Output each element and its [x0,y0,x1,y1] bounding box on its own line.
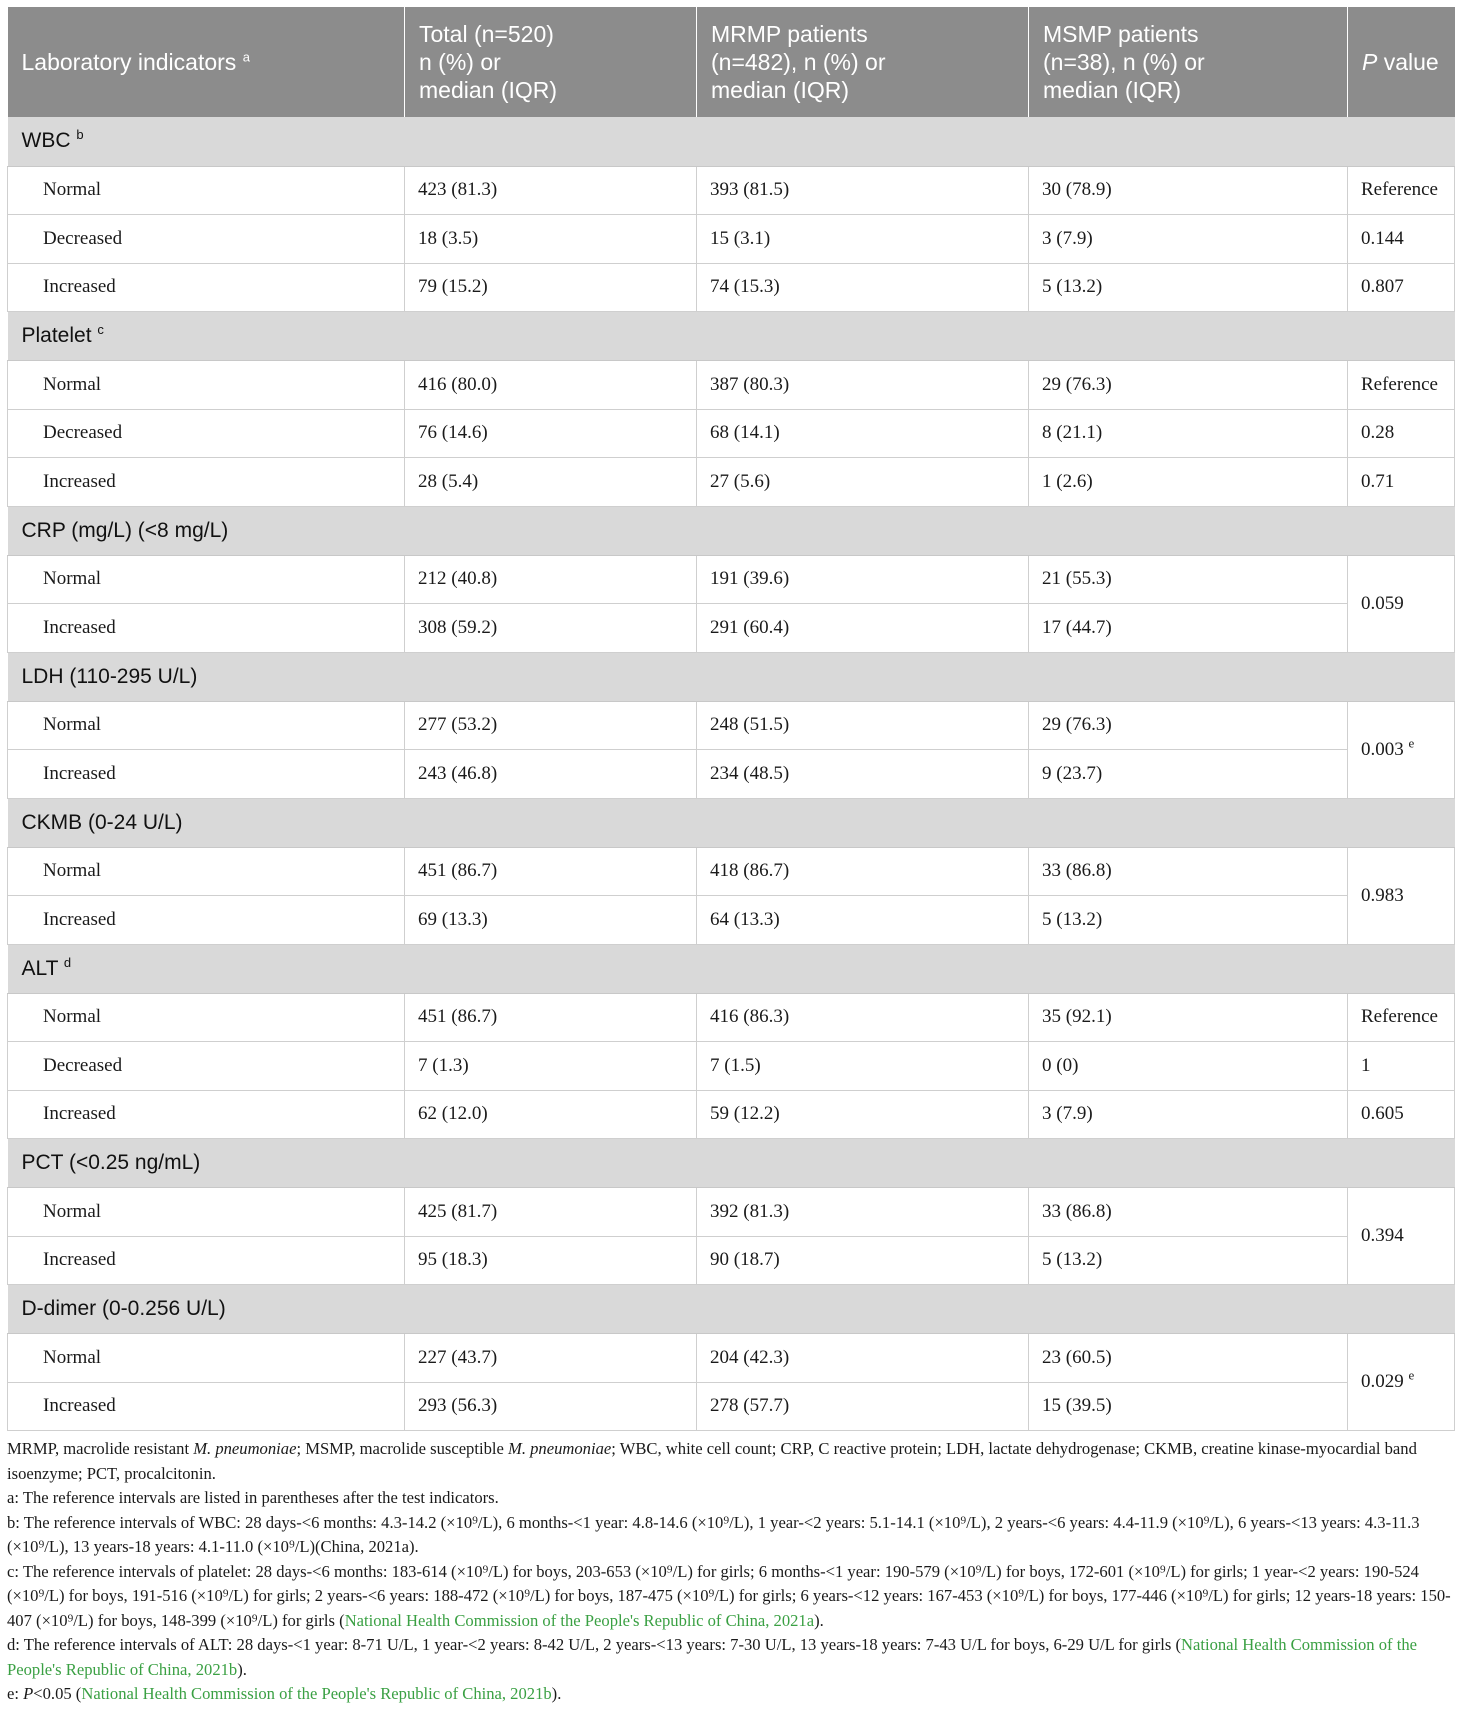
table-cell: 234 (48.5) [697,750,1029,799]
table-cell: 62 (12.0) [405,1090,697,1139]
text: d: The reference intervals of ALT: 28 days-<1 year: 8-71 U/L, 1 year-<2 years: 8-42 U/L, 2 years-<13 years: 7-30 U/L, 13 years-18 years: 7-43 U/L for boys, 6-29 U/L for girls ( [7,1635,1182,1654]
table-cell: 15 (39.5) [1029,1382,1348,1431]
footnote-c [7,1560,1454,1634]
table-cell: 69 (13.3) [405,896,697,945]
table-cell: 27 (5.6) [697,458,1029,507]
citation-link[interactable]: National Health Commission of the People's Republic of China, 2021a [344,1610,815,1630]
table-cell: Increased [8,1382,405,1431]
table-cell: 74 (15.3) [697,263,1029,312]
group-row-alt [8,944,1455,993]
table-row [8,458,1455,507]
header-mrmp [697,7,1029,117]
table-row [8,1188,1455,1237]
table-cell: Reference [1348,361,1455,410]
table-cell: 29 (76.3) [1029,701,1348,750]
table-cell: Increased [8,458,405,507]
table-cell: 0.28 [1348,409,1455,458]
table-row [8,896,1455,945]
lab-indicators-table [7,7,1455,1431]
text: 0.029 [1361,1371,1404,1392]
table-cell: Normal [8,701,405,750]
table-row [8,215,1455,264]
table-cell: Decreased [8,1042,405,1091]
table-row [8,361,1455,410]
text: median (IQR) [711,77,850,103]
table-cell: 191 (39.6) [697,555,1029,604]
table-cell: Reference [1348,993,1455,1042]
table-cell: Increased [8,750,405,799]
table-row [8,263,1455,312]
table-cell [8,312,1455,361]
header-p-value [1348,7,1455,117]
table-cell: Normal [8,993,405,1042]
text: ALT [21,956,59,980]
table-cell: 212 (40.8) [405,555,697,604]
table-cell: PCT (<0.25 ng/mL) [8,1139,1455,1188]
text: MRMP patients [711,21,868,47]
table-cell: 7 (1.3) [405,1042,697,1091]
text: 0.003 [1361,738,1404,760]
table-cell: 18 (3.5) [405,215,697,264]
text: e [1408,1367,1415,1383]
table-cell: 451 (86.7) [405,993,697,1042]
table-footnotes [7,1437,1454,1707]
table-cell: 5 (13.2) [1029,1236,1348,1285]
table-row [8,1090,1455,1139]
citation-link[interactable]: National Health Commission of the People's Republic of China, 2021b [7,1635,1417,1679]
table-cell: Decreased [8,215,405,264]
citation-link[interactable]: National Health Commission of the People's Republic of China, 2021b [81,1684,552,1703]
table-cell: LDH (110-295 U/L) [8,652,1455,701]
table-cell [8,944,1455,993]
table-cell: 293 (56.3) [405,1382,697,1431]
table-cell: Normal [8,166,405,215]
table-cell: 227 (43.7) [405,1334,697,1383]
text: value [1377,49,1439,75]
table-cell: 15 (3.1) [697,215,1029,264]
text: (n=38), n (%) or [1043,49,1205,75]
p-value-cell [1348,701,1455,798]
table-cell: 416 (86.3) [697,993,1029,1042]
table-cell: 248 (51.5) [697,701,1029,750]
text: Total (n=520) [419,21,554,47]
table-cell: 204 (42.3) [697,1334,1029,1383]
text: median (IQR) [1043,77,1182,103]
table-cell: Increased [8,1236,405,1285]
table-cell: Normal [8,1188,405,1237]
table-cell: 0.144 [1348,215,1455,264]
group-row-platelet [8,312,1455,361]
table-cell: 29 (76.3) [1029,361,1348,410]
table-cell: 0.807 [1348,263,1455,312]
table-row [8,993,1455,1042]
table-container [7,7,1454,1431]
table-cell: Reference [1348,166,1455,215]
text: d [63,954,72,970]
text: ). [551,1684,562,1703]
table-cell: D-dimer (0-0.256 U/L) [8,1285,1455,1334]
table-cell: 76 (14.6) [405,409,697,458]
text: <0.05 ( [33,1684,82,1703]
footnote-e [7,1682,1454,1707]
text: P [23,1684,34,1703]
text: median (IQR) [419,77,558,103]
footnote-abbreviations [7,1437,1454,1486]
table-row [8,1236,1455,1285]
table-cell: 30 (78.9) [1029,166,1348,215]
table-cell: 393 (81.5) [697,166,1029,215]
table-row [8,750,1455,799]
table-cell: 0.605 [1348,1090,1455,1139]
text: n (%) or [419,49,501,75]
header-msmp [1029,7,1348,117]
table-cell: 423 (81.3) [405,166,697,215]
table-cell: 8 (21.1) [1029,409,1348,458]
table-cell: CKMB (0-24 U/L) [8,798,1455,847]
table-cell: 9 (23.7) [1029,750,1348,799]
table-cell: Increased [8,896,405,945]
table-cell: Decreased [8,409,405,458]
text: MSMP patients [1043,21,1199,47]
table-cell: 416 (80.0) [405,361,697,410]
table-cell: Increased [8,604,405,653]
table-cell: 33 (86.8) [1029,847,1348,896]
table-cell: 21 (55.3) [1029,555,1348,604]
table-cell: Increased [8,263,405,312]
table-cell: 291 (60.4) [697,604,1029,653]
table-cell: 79 (15.2) [405,263,697,312]
p-value-cell: 0.394 [1348,1188,1455,1285]
text: ). [237,1659,247,1679]
table-row [8,409,1455,458]
table-cell: 418 (86.7) [697,847,1029,896]
text: (n=482), n (%) or [711,49,886,75]
table-cell: 68 (14.1) [697,409,1029,458]
text: c [97,322,104,337]
text: e [1408,735,1415,751]
text: b [76,127,84,143]
table-cell: CRP (mg/L) (<8 mg/L) [8,506,1455,555]
table-cell: 3 (7.9) [1029,1090,1348,1139]
text: e: [7,1684,24,1703]
p-value-cell: 0.059 [1348,555,1455,652]
table-cell: Normal [8,1334,405,1383]
text: WBC [21,129,71,153]
table-cell: 0 (0) [1029,1042,1348,1091]
header-lab-indicators [8,7,405,117]
table-cell: 95 (18.3) [405,1236,697,1285]
table-cell: 59 (12.2) [697,1090,1029,1139]
table-cell: 64 (13.3) [697,896,1029,945]
text: a [242,49,250,65]
table-cell: 17 (44.7) [1029,604,1348,653]
text: Platelet [21,324,92,347]
table-cell: 33 (86.8) [1029,1188,1348,1237]
text: ; MSMP, macrolide susceptible [296,1439,508,1458]
p-value-cell: 0.983 [1348,847,1455,944]
table-cell: 278 (57.7) [697,1382,1029,1431]
text: ). [814,1610,824,1630]
text: ; WBC, white cell count; CRP, C reactive protein; LDH, lactate dehydrogenase; CKMB, creatine kinase-myocardial band isoenzyme; PCT, procalcitonin. [7,1439,1417,1483]
table-row [8,604,1455,653]
footnote-a: a: The reference intervals are listed in parentheses after the test indicators. [7,1488,499,1507]
p-value-cell [1348,1334,1455,1431]
table-row [8,1382,1455,1431]
table-cell: 1 [1348,1042,1455,1091]
text: c: The reference intervals of platelet: 28 days-<6 months: 183-614 (×10⁹/L) for boys, 203-653 (×10⁹/L) for girls; 6 months-<1 year: 190-579 (×10⁹/L) for boys, 172-601 (×10⁹/L) for girls; 1 year-<2 years: 190-524 (×10⁹/L) for boys, 191-516 (×10⁹/L) for girls; 2 years-<6 years: 188-472 (×10⁹/L) for boys, 187-475 (×10⁹/L) for girls; 6 years-<12 years: 167-453 (×10⁹/L) for boys, 177-446 (×10⁹/L) for girls; 12 years-18 years: 150-407 (×10⁹/L) for boys, 148-399 (×10⁹/L) for girls ( [7,1561,1451,1630]
table-cell: Normal [8,847,405,896]
table-cell: Normal [8,361,405,410]
table-cell: 7 (1.5) [697,1042,1029,1091]
table-row [8,1334,1455,1383]
table-cell: 3 (7.9) [1029,215,1348,264]
table-cell: 392 (81.3) [697,1188,1029,1237]
header-total [405,7,697,117]
footnote-b: b: The reference intervals of WBC: 28 days-<6 months: 4.3-14.2 (×10⁹/L), 6 months-<1 year: 4.8-14.6 (×10⁹/L), 1 year-<2 years: 5.1-14.1 (×10⁹/L), 2 years-<6 years: 4.4-11.9 (×10⁹/L), 6 years-<13 years: 4.3-11.3 (×10⁹/L), 13 years-18 years: 4.1-11.0 (×10⁹/L)(China, 2021a). [7,1512,1420,1556]
table-cell: 277 (53.2) [405,701,697,750]
table-cell: Normal [8,555,405,604]
table-cell: 308 (59.2) [405,604,697,653]
group-row-wbc [8,117,1455,166]
group-row-crp [8,506,1455,555]
text: M. pneumoniae [193,1439,297,1458]
table-cell: 243 (46.8) [405,750,697,799]
table-row [8,166,1455,215]
header-row [8,7,1455,117]
table-cell: 425 (81.7) [405,1188,697,1237]
table-cell: 0.71 [1348,458,1455,507]
table-cell: 5 (13.2) [1029,896,1348,945]
table-cell: 90 (18.7) [697,1236,1029,1285]
text: MRMP, macrolide resistant [7,1439,194,1458]
table-cell: Increased [8,1090,405,1139]
footnote-d [7,1633,1454,1682]
table-cell: 1 (2.6) [1029,458,1348,507]
table-row [8,847,1455,896]
table-cell: 5 (13.2) [1029,263,1348,312]
text: Laboratory indicators [21,49,237,75]
table-cell: 23 (60.5) [1029,1334,1348,1383]
table-cell [8,117,1455,166]
table-cell: 28 (5.4) [405,458,697,507]
group-row-ckmb [8,798,1455,847]
table-row [8,555,1455,604]
group-row-ldh [8,652,1455,701]
table-cell: 451 (86.7) [405,847,697,896]
group-row-ddimer [8,1285,1455,1334]
group-row-pct [8,1139,1455,1188]
table-row [8,701,1455,750]
text: P [1362,49,1378,75]
table-cell: 35 (92.1) [1029,993,1348,1042]
table-row [8,1042,1455,1091]
text: M. pneumoniae [508,1439,612,1458]
table-cell: 387 (80.3) [697,361,1029,410]
